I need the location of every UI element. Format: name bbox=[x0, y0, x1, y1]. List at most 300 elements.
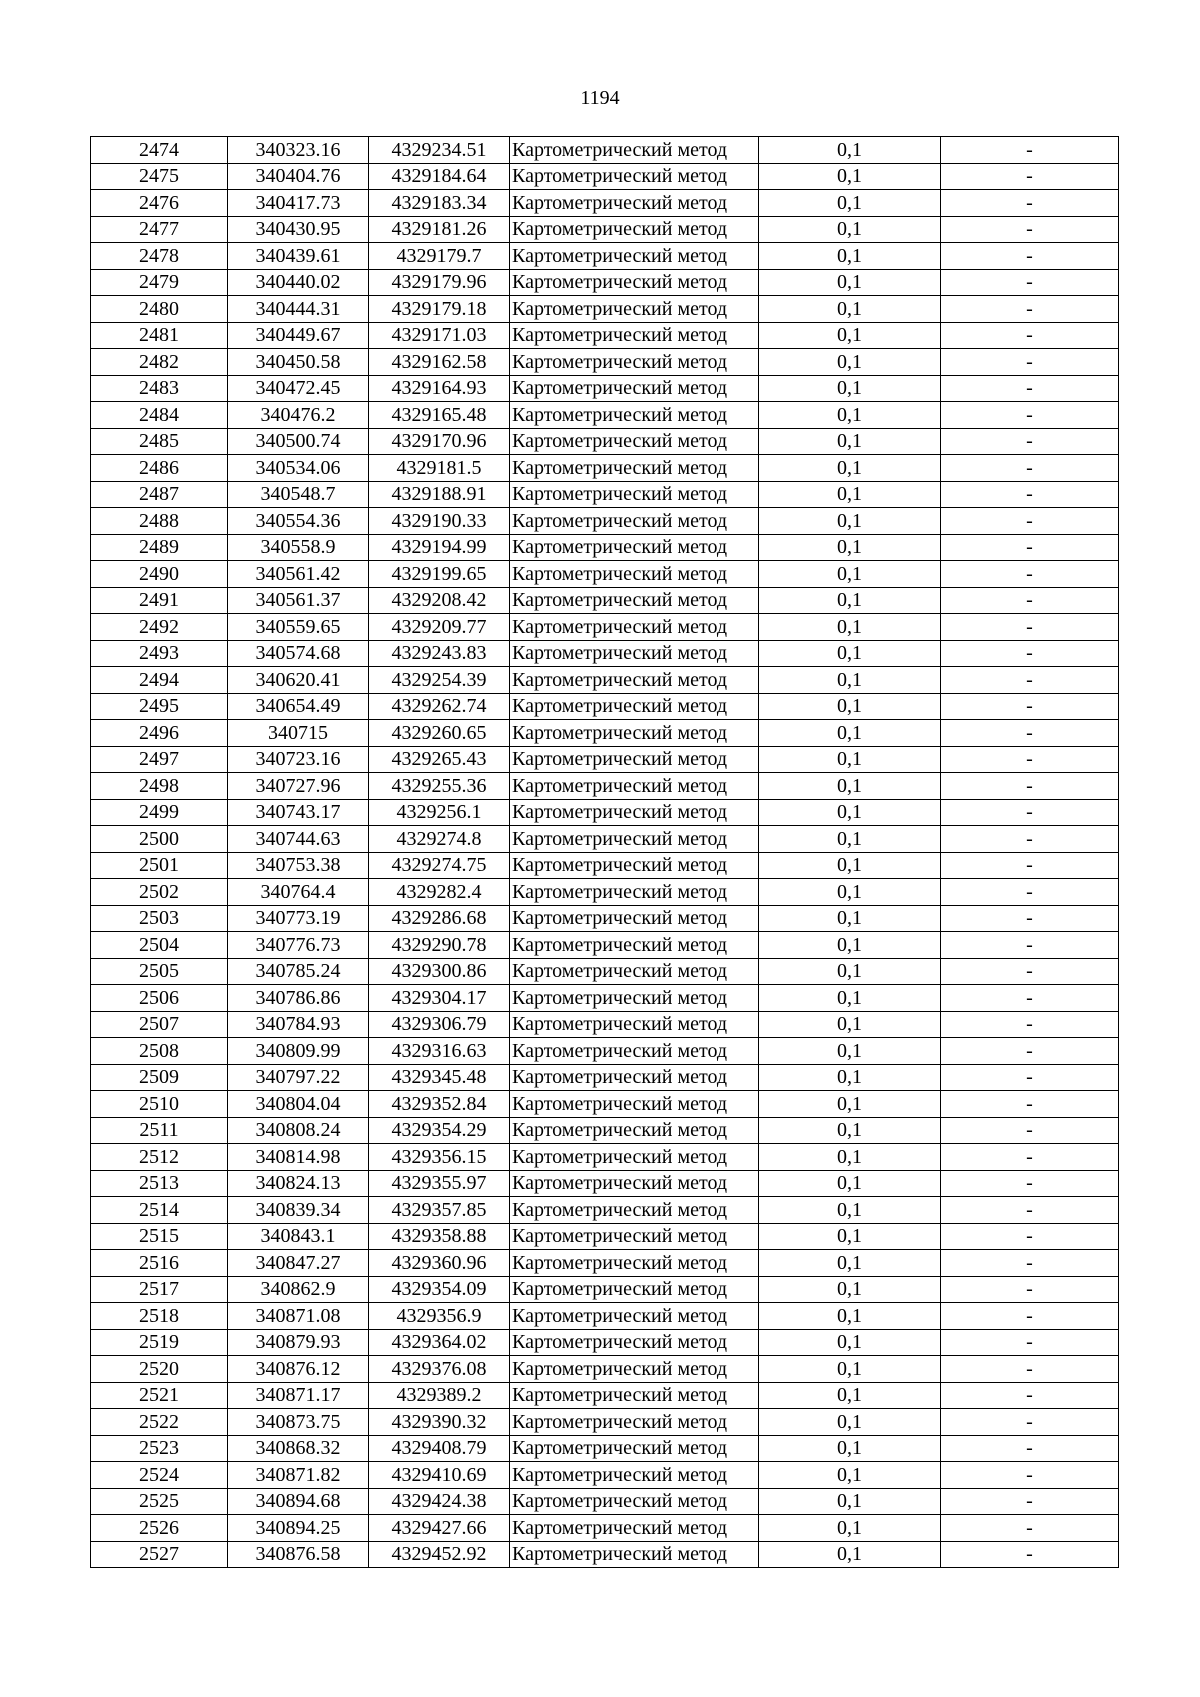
description-cell: - bbox=[941, 1197, 1119, 1224]
accuracy-cell: 0,1 bbox=[759, 455, 941, 482]
method-cell: Картометрический метод bbox=[510, 1117, 759, 1144]
x-coordinate-cell: 340723.16 bbox=[228, 746, 369, 773]
description-cell: - bbox=[941, 1382, 1119, 1409]
table-row bbox=[91, 905, 1119, 932]
x-coordinate-cell: 340839.34 bbox=[228, 1197, 369, 1224]
point-number-cell: 2501 bbox=[91, 852, 228, 879]
accuracy-cell: 0,1 bbox=[759, 349, 941, 376]
method-cell: Картометрический метод bbox=[510, 1223, 759, 1250]
method-cell: Картометрический метод bbox=[510, 349, 759, 376]
y-coordinate-cell: 4329188.91 bbox=[369, 481, 510, 508]
method-cell: Картометрический метод bbox=[510, 614, 759, 641]
x-coordinate-cell: 340430.95 bbox=[228, 216, 369, 243]
x-coordinate-cell: 340808.24 bbox=[228, 1117, 369, 1144]
x-coordinate-cell: 340727.96 bbox=[228, 773, 369, 800]
y-coordinate-cell: 4329179.18 bbox=[369, 296, 510, 323]
y-coordinate-cell: 4329354.09 bbox=[369, 1276, 510, 1303]
point-number-cell: 2526 bbox=[91, 1515, 228, 1542]
y-coordinate-cell: 4329208.42 bbox=[369, 587, 510, 614]
point-number-cell: 2524 bbox=[91, 1462, 228, 1489]
x-coordinate-cell: 340894.25 bbox=[228, 1515, 369, 1542]
method-cell: Картометрический метод bbox=[510, 667, 759, 694]
accuracy-cell: 0,1 bbox=[759, 1223, 941, 1250]
table-row bbox=[91, 1382, 1119, 1409]
y-coordinate-cell: 4329390.32 bbox=[369, 1409, 510, 1436]
y-coordinate-cell: 4329181.26 bbox=[369, 216, 510, 243]
table-row bbox=[91, 614, 1119, 641]
x-coordinate-cell: 340797.22 bbox=[228, 1064, 369, 1091]
accuracy-cell: 0,1 bbox=[759, 163, 941, 190]
accuracy-cell: 0,1 bbox=[759, 375, 941, 402]
point-number-cell: 2485 bbox=[91, 428, 228, 455]
y-coordinate-cell: 4329165.48 bbox=[369, 402, 510, 429]
description-cell: - bbox=[941, 1276, 1119, 1303]
accuracy-cell: 0,1 bbox=[759, 561, 941, 588]
table-row bbox=[91, 455, 1119, 482]
table-row bbox=[91, 481, 1119, 508]
point-number-cell: 2492 bbox=[91, 614, 228, 641]
description-cell: - bbox=[941, 587, 1119, 614]
x-coordinate-cell: 340862.9 bbox=[228, 1276, 369, 1303]
description-cell: - bbox=[941, 1064, 1119, 1091]
x-coordinate-cell: 340876.12 bbox=[228, 1356, 369, 1383]
table-row bbox=[91, 561, 1119, 588]
y-coordinate-cell: 4329424.38 bbox=[369, 1488, 510, 1515]
method-cell: Картометрический метод bbox=[510, 1091, 759, 1118]
accuracy-cell: 0,1 bbox=[759, 137, 941, 164]
method-cell: Картометрический метод bbox=[510, 534, 759, 561]
table-row bbox=[91, 243, 1119, 270]
accuracy-cell: 0,1 bbox=[759, 879, 941, 906]
method-cell: Картометрический метод bbox=[510, 1038, 759, 1065]
description-cell: - bbox=[941, 773, 1119, 800]
description-cell: - bbox=[941, 720, 1119, 747]
table-row bbox=[91, 1435, 1119, 1462]
point-number-cell: 2495 bbox=[91, 693, 228, 720]
description-cell: - bbox=[941, 269, 1119, 296]
point-number-cell: 2527 bbox=[91, 1541, 228, 1568]
table-row bbox=[91, 1303, 1119, 1330]
y-coordinate-cell: 4329376.08 bbox=[369, 1356, 510, 1383]
y-coordinate-cell: 4329290.78 bbox=[369, 932, 510, 959]
method-cell: Картометрический метод bbox=[510, 852, 759, 879]
table-row bbox=[91, 1462, 1119, 1489]
method-cell: Картометрический метод bbox=[510, 826, 759, 853]
description-cell: - bbox=[941, 1038, 1119, 1065]
method-cell: Картометрический метод bbox=[510, 1515, 759, 1542]
table-row bbox=[91, 799, 1119, 826]
method-cell: Картометрический метод bbox=[510, 1064, 759, 1091]
x-coordinate-cell: 340785.24 bbox=[228, 958, 369, 985]
x-coordinate-cell: 340786.86 bbox=[228, 985, 369, 1012]
accuracy-cell: 0,1 bbox=[759, 1011, 941, 1038]
accuracy-cell: 0,1 bbox=[759, 1038, 941, 1065]
description-cell: - bbox=[941, 693, 1119, 720]
method-cell: Картометрический метод bbox=[510, 1541, 759, 1568]
description-cell: - bbox=[941, 402, 1119, 429]
description-cell: - bbox=[941, 1541, 1119, 1568]
accuracy-cell: 0,1 bbox=[759, 1488, 941, 1515]
point-number-cell: 2516 bbox=[91, 1250, 228, 1277]
table-row bbox=[91, 1064, 1119, 1091]
table-row bbox=[91, 375, 1119, 402]
table-row bbox=[91, 1091, 1119, 1118]
table-row bbox=[91, 1117, 1119, 1144]
description-cell: - bbox=[941, 375, 1119, 402]
x-coordinate-cell: 340764.4 bbox=[228, 879, 369, 906]
x-coordinate-cell: 340753.38 bbox=[228, 852, 369, 879]
x-coordinate-cell: 340809.99 bbox=[228, 1038, 369, 1065]
point-number-cell: 2479 bbox=[91, 269, 228, 296]
accuracy-cell: 0,1 bbox=[759, 852, 941, 879]
description-cell: - bbox=[941, 1250, 1119, 1277]
description-cell: - bbox=[941, 137, 1119, 164]
table-row bbox=[91, 773, 1119, 800]
method-cell: Картометрический метод bbox=[510, 296, 759, 323]
point-number-cell: 2486 bbox=[91, 455, 228, 482]
point-number-cell: 2523 bbox=[91, 1435, 228, 1462]
x-coordinate-cell: 340620.41 bbox=[228, 667, 369, 694]
y-coordinate-cell: 4329357.85 bbox=[369, 1197, 510, 1224]
y-coordinate-cell: 4329274.8 bbox=[369, 826, 510, 853]
y-coordinate-cell: 4329286.68 bbox=[369, 905, 510, 932]
y-coordinate-cell: 4329243.83 bbox=[369, 640, 510, 667]
x-coordinate-cell: 340561.37 bbox=[228, 587, 369, 614]
point-number-cell: 2478 bbox=[91, 243, 228, 270]
point-number-cell: 2507 bbox=[91, 1011, 228, 1038]
accuracy-cell: 0,1 bbox=[759, 1117, 941, 1144]
description-cell: - bbox=[941, 322, 1119, 349]
x-coordinate-cell: 340804.04 bbox=[228, 1091, 369, 1118]
point-number-cell: 2475 bbox=[91, 163, 228, 190]
table-row bbox=[91, 163, 1119, 190]
description-cell: - bbox=[941, 349, 1119, 376]
point-number-cell: 2521 bbox=[91, 1382, 228, 1409]
method-cell: Картометрический метод bbox=[510, 1250, 759, 1277]
accuracy-cell: 0,1 bbox=[759, 216, 941, 243]
point-number-cell: 2522 bbox=[91, 1409, 228, 1436]
table-row bbox=[91, 1356, 1119, 1383]
x-coordinate-cell: 340574.68 bbox=[228, 640, 369, 667]
y-coordinate-cell: 4329364.02 bbox=[369, 1329, 510, 1356]
description-cell: - bbox=[941, 826, 1119, 853]
description-cell: - bbox=[941, 1488, 1119, 1515]
y-coordinate-cell: 4329360.96 bbox=[369, 1250, 510, 1277]
description-cell: - bbox=[941, 561, 1119, 588]
point-number-cell: 2508 bbox=[91, 1038, 228, 1065]
table-row bbox=[91, 1011, 1119, 1038]
table-row bbox=[91, 1223, 1119, 1250]
method-cell: Картометрический метод bbox=[510, 693, 759, 720]
method-cell: Картометрический метод bbox=[510, 905, 759, 932]
accuracy-cell: 0,1 bbox=[759, 1409, 941, 1436]
accuracy-cell: 0,1 bbox=[759, 243, 941, 270]
accuracy-cell: 0,1 bbox=[759, 985, 941, 1012]
description-cell: - bbox=[941, 243, 1119, 270]
x-coordinate-cell: 340715 bbox=[228, 720, 369, 747]
x-coordinate-cell: 340476.2 bbox=[228, 402, 369, 429]
method-cell: Картометрический метод bbox=[510, 799, 759, 826]
y-coordinate-cell: 4329194.99 bbox=[369, 534, 510, 561]
y-coordinate-cell: 4329304.17 bbox=[369, 985, 510, 1012]
table-row bbox=[91, 667, 1119, 694]
table-row bbox=[91, 269, 1119, 296]
point-number-cell: 2496 bbox=[91, 720, 228, 747]
description-cell: - bbox=[941, 428, 1119, 455]
y-coordinate-cell: 4329209.77 bbox=[369, 614, 510, 641]
description-cell: - bbox=[941, 1144, 1119, 1171]
point-number-cell: 2513 bbox=[91, 1170, 228, 1197]
page-number: 1194 bbox=[580, 87, 620, 109]
description-cell: - bbox=[941, 746, 1119, 773]
point-number-cell: 2499 bbox=[91, 799, 228, 826]
point-number-cell: 2511 bbox=[91, 1117, 228, 1144]
accuracy-cell: 0,1 bbox=[759, 1435, 941, 1462]
description-cell: - bbox=[941, 958, 1119, 985]
x-coordinate-cell: 340439.61 bbox=[228, 243, 369, 270]
y-coordinate-cell: 4329282.4 bbox=[369, 879, 510, 906]
accuracy-cell: 0,1 bbox=[759, 1541, 941, 1568]
x-coordinate-cell: 340814.98 bbox=[228, 1144, 369, 1171]
accuracy-cell: 0,1 bbox=[759, 296, 941, 323]
table-row bbox=[91, 958, 1119, 985]
point-number-cell: 2503 bbox=[91, 905, 228, 932]
table-row bbox=[91, 137, 1119, 164]
accuracy-cell: 0,1 bbox=[759, 746, 941, 773]
y-coordinate-cell: 4329408.79 bbox=[369, 1435, 510, 1462]
accuracy-cell: 0,1 bbox=[759, 1144, 941, 1171]
y-coordinate-cell: 4329316.63 bbox=[369, 1038, 510, 1065]
y-coordinate-cell: 4329179.7 bbox=[369, 243, 510, 270]
table-row bbox=[91, 932, 1119, 959]
coordinates-table bbox=[90, 136, 1119, 1568]
x-coordinate-cell: 340843.1 bbox=[228, 1223, 369, 1250]
point-number-cell: 2488 bbox=[91, 508, 228, 535]
x-coordinate-cell: 340558.9 bbox=[228, 534, 369, 561]
accuracy-cell: 0,1 bbox=[759, 826, 941, 853]
table-row bbox=[91, 349, 1119, 376]
accuracy-cell: 0,1 bbox=[759, 1276, 941, 1303]
description-cell: - bbox=[941, 879, 1119, 906]
description-cell: - bbox=[941, 163, 1119, 190]
point-number-cell: 2500 bbox=[91, 826, 228, 853]
table-row bbox=[91, 402, 1119, 429]
point-number-cell: 2481 bbox=[91, 322, 228, 349]
method-cell: Картометрический метод bbox=[510, 402, 759, 429]
table-row bbox=[91, 852, 1119, 879]
y-coordinate-cell: 4329452.92 bbox=[369, 1541, 510, 1568]
method-cell: Картометрический метод bbox=[510, 322, 759, 349]
table-row bbox=[91, 826, 1119, 853]
method-cell: Картометрический метод bbox=[510, 243, 759, 270]
point-number-cell: 2504 bbox=[91, 932, 228, 959]
accuracy-cell: 0,1 bbox=[759, 322, 941, 349]
x-coordinate-cell: 340554.36 bbox=[228, 508, 369, 535]
description-cell: - bbox=[941, 481, 1119, 508]
table-row bbox=[91, 879, 1119, 906]
x-coordinate-cell: 340894.68 bbox=[228, 1488, 369, 1515]
method-cell: Картометрический метод bbox=[510, 879, 759, 906]
x-coordinate-cell: 340534.06 bbox=[228, 455, 369, 482]
y-coordinate-cell: 4329171.03 bbox=[369, 322, 510, 349]
x-coordinate-cell: 340417.73 bbox=[228, 190, 369, 217]
method-cell: Картометрический метод bbox=[510, 508, 759, 535]
point-number-cell: 2484 bbox=[91, 402, 228, 429]
y-coordinate-cell: 4329199.65 bbox=[369, 561, 510, 588]
y-coordinate-cell: 4329260.65 bbox=[369, 720, 510, 747]
accuracy-cell: 0,1 bbox=[759, 1515, 941, 1542]
y-coordinate-cell: 4329356.9 bbox=[369, 1303, 510, 1330]
point-number-cell: 2505 bbox=[91, 958, 228, 985]
method-cell: Картометрический метод bbox=[510, 375, 759, 402]
method-cell: Картометрический метод bbox=[510, 1382, 759, 1409]
description-cell: - bbox=[941, 852, 1119, 879]
x-coordinate-cell: 340879.93 bbox=[228, 1329, 369, 1356]
table-row bbox=[91, 1488, 1119, 1515]
table-row bbox=[91, 190, 1119, 217]
method-cell: Картометрический метод bbox=[510, 428, 759, 455]
y-coordinate-cell: 4329345.48 bbox=[369, 1064, 510, 1091]
table-row bbox=[91, 1170, 1119, 1197]
table-row bbox=[91, 1541, 1119, 1568]
x-coordinate-cell: 340561.42 bbox=[228, 561, 369, 588]
x-coordinate-cell: 340776.73 bbox=[228, 932, 369, 959]
y-coordinate-cell: 4329354.29 bbox=[369, 1117, 510, 1144]
method-cell: Картометрический метод bbox=[510, 1144, 759, 1171]
method-cell: Картометрический метод bbox=[510, 1409, 759, 1436]
point-number-cell: 2483 bbox=[91, 375, 228, 402]
method-cell: Картометрический метод bbox=[510, 190, 759, 217]
method-cell: Картометрический метод bbox=[510, 720, 759, 747]
description-cell: - bbox=[941, 455, 1119, 482]
table-row bbox=[91, 296, 1119, 323]
description-cell: - bbox=[941, 1170, 1119, 1197]
x-coordinate-cell: 340847.27 bbox=[228, 1250, 369, 1277]
table-row bbox=[91, 1144, 1119, 1171]
x-coordinate-cell: 340873.75 bbox=[228, 1409, 369, 1436]
y-coordinate-cell: 4329352.84 bbox=[369, 1091, 510, 1118]
y-coordinate-cell: 4329190.33 bbox=[369, 508, 510, 535]
point-number-cell: 2491 bbox=[91, 587, 228, 614]
description-cell: - bbox=[941, 614, 1119, 641]
accuracy-cell: 0,1 bbox=[759, 1250, 941, 1277]
table-row bbox=[91, 428, 1119, 455]
point-number-cell: 2518 bbox=[91, 1303, 228, 1330]
y-coordinate-cell: 4329170.96 bbox=[369, 428, 510, 455]
coordinates-table-body bbox=[91, 137, 1119, 1568]
table-row bbox=[91, 587, 1119, 614]
y-coordinate-cell: 4329234.51 bbox=[369, 137, 510, 164]
y-coordinate-cell: 4329410.69 bbox=[369, 1462, 510, 1489]
x-coordinate-cell: 340868.32 bbox=[228, 1435, 369, 1462]
description-cell: - bbox=[941, 1011, 1119, 1038]
accuracy-cell: 0,1 bbox=[759, 693, 941, 720]
table-row bbox=[91, 508, 1119, 535]
table-row bbox=[91, 1276, 1119, 1303]
method-cell: Картометрический метод bbox=[510, 163, 759, 190]
y-coordinate-cell: 4329358.88 bbox=[369, 1223, 510, 1250]
accuracy-cell: 0,1 bbox=[759, 614, 941, 641]
point-number-cell: 2525 bbox=[91, 1488, 228, 1515]
table-row bbox=[91, 322, 1119, 349]
accuracy-cell: 0,1 bbox=[759, 667, 941, 694]
method-cell: Картометрический метод bbox=[510, 1462, 759, 1489]
y-coordinate-cell: 4329179.96 bbox=[369, 269, 510, 296]
method-cell: Картометрический метод bbox=[510, 932, 759, 959]
table-row bbox=[91, 640, 1119, 667]
method-cell: Картометрический метод bbox=[510, 985, 759, 1012]
accuracy-cell: 0,1 bbox=[759, 773, 941, 800]
x-coordinate-cell: 340323.16 bbox=[228, 137, 369, 164]
point-number-cell: 2474 bbox=[91, 137, 228, 164]
accuracy-cell: 0,1 bbox=[759, 534, 941, 561]
description-cell: - bbox=[941, 1117, 1119, 1144]
method-cell: Картометрический метод bbox=[510, 587, 759, 614]
description-cell: - bbox=[941, 190, 1119, 217]
table-row bbox=[91, 1197, 1119, 1224]
description-cell: - bbox=[941, 905, 1119, 932]
method-cell: Картометрический метод bbox=[510, 137, 759, 164]
point-number-cell: 2517 bbox=[91, 1276, 228, 1303]
accuracy-cell: 0,1 bbox=[759, 1091, 941, 1118]
description-cell: - bbox=[941, 667, 1119, 694]
method-cell: Картометрический метод bbox=[510, 1170, 759, 1197]
accuracy-cell: 0,1 bbox=[759, 958, 941, 985]
accuracy-cell: 0,1 bbox=[759, 508, 941, 535]
table-row bbox=[91, 746, 1119, 773]
accuracy-cell: 0,1 bbox=[759, 1303, 941, 1330]
accuracy-cell: 0,1 bbox=[759, 269, 941, 296]
method-cell: Картометрический метод bbox=[510, 1356, 759, 1383]
point-number-cell: 2487 bbox=[91, 481, 228, 508]
accuracy-cell: 0,1 bbox=[759, 428, 941, 455]
point-number-cell: 2480 bbox=[91, 296, 228, 323]
accuracy-cell: 0,1 bbox=[759, 481, 941, 508]
point-number-cell: 2494 bbox=[91, 667, 228, 694]
x-coordinate-cell: 340744.63 bbox=[228, 826, 369, 853]
point-number-cell: 2490 bbox=[91, 561, 228, 588]
accuracy-cell: 0,1 bbox=[759, 190, 941, 217]
point-number-cell: 2476 bbox=[91, 190, 228, 217]
table-row bbox=[91, 985, 1119, 1012]
description-cell: - bbox=[941, 1435, 1119, 1462]
y-coordinate-cell: 4329306.79 bbox=[369, 1011, 510, 1038]
x-coordinate-cell: 340871.82 bbox=[228, 1462, 369, 1489]
accuracy-cell: 0,1 bbox=[759, 587, 941, 614]
description-cell: - bbox=[941, 985, 1119, 1012]
description-cell: - bbox=[941, 296, 1119, 323]
accuracy-cell: 0,1 bbox=[759, 932, 941, 959]
method-cell: Картометрический метод bbox=[510, 561, 759, 588]
accuracy-cell: 0,1 bbox=[759, 799, 941, 826]
description-cell: - bbox=[941, 1356, 1119, 1383]
x-coordinate-cell: 340654.49 bbox=[228, 693, 369, 720]
accuracy-cell: 0,1 bbox=[759, 1197, 941, 1224]
method-cell: Картометрический метод bbox=[510, 1197, 759, 1224]
y-coordinate-cell: 4329389.2 bbox=[369, 1382, 510, 1409]
accuracy-cell: 0,1 bbox=[759, 720, 941, 747]
method-cell: Картометрический метод bbox=[510, 1303, 759, 1330]
y-coordinate-cell: 4329262.74 bbox=[369, 693, 510, 720]
y-coordinate-cell: 4329254.39 bbox=[369, 667, 510, 694]
table-row bbox=[91, 1038, 1119, 1065]
x-coordinate-cell: 340500.74 bbox=[228, 428, 369, 455]
point-number-cell: 2506 bbox=[91, 985, 228, 1012]
x-coordinate-cell: 340824.13 bbox=[228, 1170, 369, 1197]
table-row bbox=[91, 534, 1119, 561]
point-number-cell: 2477 bbox=[91, 216, 228, 243]
y-coordinate-cell: 4329256.1 bbox=[369, 799, 510, 826]
